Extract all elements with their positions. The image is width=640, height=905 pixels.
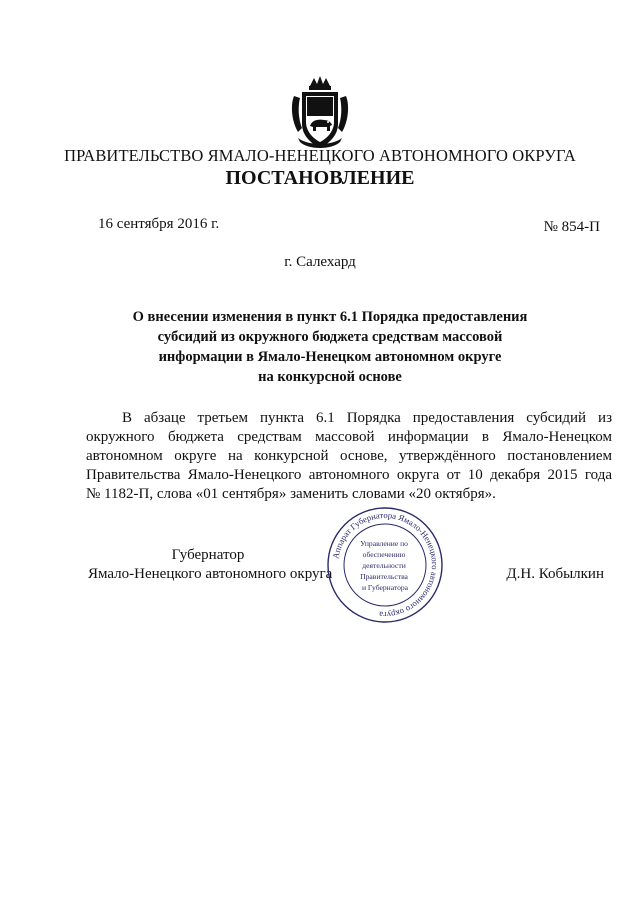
organization-name: ПРАВИТЕЛЬСТВО ЯМАЛО-НЕНЕЦКОГО АВТОНОМНОГО ОКРУГА (64, 146, 576, 165)
document-body (86, 409, 612, 504)
document-date: 16 сентября 2016 г. (98, 216, 220, 232)
title-line: на конкурсной основе (258, 369, 402, 385)
stamp-center-line: и Губернатора (361, 583, 409, 592)
document-type: ПОСТАНОВЛЕНИЕ (225, 167, 415, 189)
stamp-center-line: Правительства (360, 572, 408, 581)
signer-name: Д.Н. Кобылкин (506, 566, 604, 582)
body-line: № 1182-П, слова «01 сентября» заменить словами «20 октября». (86, 486, 496, 502)
svg-text:Управление по обеспечени (360, 539, 410, 592)
official-stamp (326, 506, 444, 624)
stamp-center-line: деятельности (362, 561, 406, 570)
stamp-center-line: обеспечению (362, 550, 406, 559)
signer-position-line: Ямало-Ненецкого автономного округа (88, 566, 333, 582)
stamp-center-line: Управление по (360, 539, 408, 548)
document-city: г. Салехард (284, 254, 356, 270)
title-line: О внесении изменения в пункт 6.1 Порядка предоставления (132, 309, 528, 325)
document-title (110, 307, 550, 387)
body-line: окружного бюджета средствам массовой информации в Ямало-Ненецком (86, 429, 612, 445)
signer-position-line: Губернатор (171, 547, 245, 563)
stamp-ring-text: Аппарат Губернатора Ямало-Ненецкого автономного округа (330, 509, 441, 621)
signer-position (88, 546, 333, 584)
body-line: Правительства Ямало-Ненецкого автономного округа от 10 декабря 2015 года (86, 467, 612, 483)
coat-of-arms-icon (288, 76, 352, 154)
body-line: В абзаце третьем пункта 6.1 Порядка предоставления субсидий из (122, 410, 612, 426)
title-line: информации в Ямало-Ненецком автономном округе (158, 349, 502, 365)
document-number: № 854-П (543, 219, 600, 235)
title-line: субсидий из окружного бюджета средствам массовой (157, 329, 503, 345)
body-line: автономном округе на конкурсной основе, утверждённого постановлением (86, 448, 612, 464)
